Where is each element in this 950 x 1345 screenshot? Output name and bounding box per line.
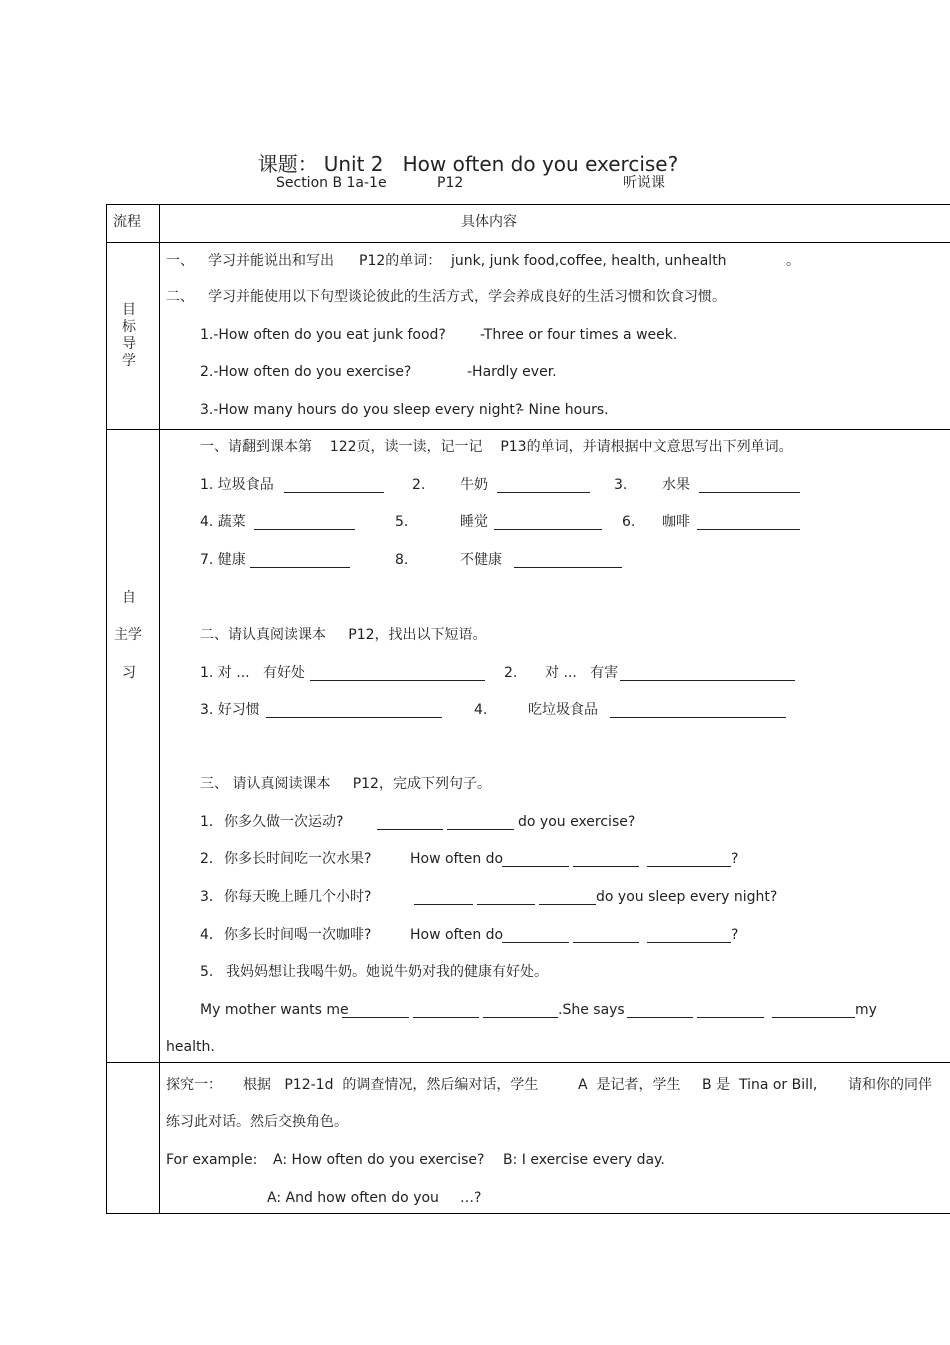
sentence-4-chinese: 你多长时间喝一次咖啡? <box>224 927 372 943</box>
self-study-label: 主学 <box>114 627 142 643</box>
phrase-item-4-number: 4. <box>474 702 488 718</box>
table-header-process: 流程 <box>113 214 141 230</box>
vocab-item-5-number: 5. <box>395 514 409 530</box>
page-title <box>245 128 678 176</box>
sentence-2-blank[interactable] <box>573 852 639 867</box>
table-border-top <box>106 204 950 205</box>
vocab-item-4: 4. 蔬菜 <box>200 514 246 530</box>
goal-sentence-2-answer: -Hardly ever. <box>467 364 557 380</box>
goals-label-char: 标 <box>122 319 136 335</box>
sentence-3-english: do you sleep every night? <box>596 889 778 905</box>
sentence-5-english-end: my <box>855 1002 877 1018</box>
sentence-5-blank[interactable] <box>413 1003 479 1018</box>
part3-instructions: 三、 请认真阅读课本 P12，完成下列句子。 <box>200 776 491 792</box>
vocab-item-2-number: 2. <box>412 477 426 493</box>
table-divider <box>106 429 950 430</box>
goal-2-number: 二、 <box>166 289 194 305</box>
goals-label-char: 导 <box>122 336 136 352</box>
example-question: A: How often do you exercise? <box>273 1152 485 1168</box>
goal-sentence-1-question: 1.-How often do you eat junk food? <box>200 327 446 343</box>
subtitle-section: Section B 1a-1e <box>276 175 387 191</box>
vocab-item-6-number: 6. <box>622 514 636 530</box>
table-divider <box>106 242 950 243</box>
title-text: Unit 2 How often do you exercise? <box>323 152 679 176</box>
self-study-label: 习 <box>122 665 136 681</box>
sentence-2-blank[interactable] <box>502 852 569 867</box>
vocab-item-3: 水果 <box>662 477 690 493</box>
sentence-1-blank[interactable] <box>377 815 443 830</box>
vocab-item-2: 牛奶 <box>460 477 488 493</box>
explore-text: B 是 Tina or Bill, <box>702 1077 818 1093</box>
sentence-5-number: 5. <box>200 964 214 980</box>
sentence-2-english: How often do <box>410 851 504 867</box>
part1-instructions: 一、请翻到课本第 122页，读一读，记一记 P13的单词，并请根据中文意思写出下列单词。 <box>200 439 793 455</box>
vocab-blank-3[interactable] <box>699 478 800 493</box>
sentence-3-chinese: 你每天晚上睡几个小时? <box>224 889 372 905</box>
explore-text: 根据 P12-1d 的调查情况，然后编对话，学生 <box>243 1077 539 1093</box>
vocab-blank-6[interactable] <box>697 515 800 530</box>
sentence-4-blank[interactable] <box>647 928 731 943</box>
vocab-blank-4[interactable] <box>254 515 355 530</box>
vocab-blank-1[interactable] <box>284 478 384 493</box>
phrase-item-3: 3. 好习惯 <box>200 702 260 718</box>
goals-label-char: 学 <box>122 353 136 369</box>
sentence-2-blank[interactable] <box>647 852 731 867</box>
goal-2-text: 学习并能使用以下句型谈论彼此的生活方式，学会养成良好的生活习惯和饮食习惯。 <box>208 289 726 305</box>
example-label: For example: <box>166 1152 258 1168</box>
vocab-item-8-number: 8. <box>395 552 409 568</box>
title-label: 课题： <box>257 152 318 176</box>
sentence-5-english-wrap: health. <box>166 1039 215 1055</box>
explore-text-wrap: 练习此对话。然后交换角色。 <box>166 1114 348 1130</box>
sentence-5-blank[interactable] <box>342 1003 409 1018</box>
sentence-2-number: 2． <box>200 851 223 867</box>
sentence-2-chinese: 你多长时间吃一次水果? <box>224 851 372 867</box>
vocab-blank-2[interactable] <box>497 478 590 493</box>
sentence-1-chinese: 你多久做一次运动? <box>224 814 344 830</box>
sentence-3-blank[interactable] <box>477 890 535 905</box>
vocab-blank-7[interactable] <box>250 553 350 568</box>
sentence-3-blank[interactable] <box>414 890 473 905</box>
goal-1-page: P12的单词： <box>359 253 442 269</box>
phrase-item-2: 对 ... 有害 <box>545 665 619 681</box>
table-border-bottom <box>106 1213 950 1214</box>
sentence-3-number: 3． <box>200 889 223 905</box>
subtitle-type: 听说课 <box>623 175 665 191</box>
goal-sentence-1-answer: -Three or four times a week. <box>480 327 678 343</box>
goal-1-end: 。 <box>786 253 800 269</box>
phrase-blank-3[interactable] <box>266 703 442 718</box>
sentence-5-blank[interactable] <box>627 1003 693 1018</box>
sentence-5-english-start: My mother wants me <box>200 1002 349 1018</box>
sentence-5-blank[interactable] <box>697 1003 764 1018</box>
vocab-blank-5[interactable] <box>494 515 602 530</box>
table-header-content: 具体内容 <box>461 214 517 230</box>
phrase-blank-2[interactable] <box>620 666 795 681</box>
vocab-item-8: 不健康 <box>460 552 502 568</box>
subtitle-page: P12 <box>437 175 464 191</box>
vocab-item-1: 1. 垃圾食品 <box>200 477 274 493</box>
table-border-left <box>106 204 107 1214</box>
sentence-4-blank[interactable] <box>502 928 569 943</box>
sentence-4-number: 4． <box>200 927 223 943</box>
goal-1-number: 一、 <box>166 253 194 269</box>
vocab-item-5: 睡觉 <box>460 514 488 530</box>
phrase-blank-1[interactable] <box>310 666 485 681</box>
explore-text: A 是记者，学生 <box>578 1077 681 1093</box>
phrase-blank-4[interactable] <box>610 703 786 718</box>
explore-text: 请和你的同伴 <box>848 1077 932 1093</box>
goal-1-words: junk, junk food,coffee, health, unhealth <box>451 253 727 269</box>
goal-sentence-3-answer: - Nine hours. <box>519 402 609 418</box>
sentence-5-blank[interactable] <box>483 1003 558 1018</box>
table-column-divider <box>159 204 160 1214</box>
table-divider <box>106 1062 950 1063</box>
vocab-item-3-number: 3. <box>614 477 628 493</box>
sentence-5-english-mid: .She says <box>558 1002 625 1018</box>
phrase-item-2-number: 2. <box>504 665 518 681</box>
goal-1-text: 学习并能说出和写出 <box>208 253 334 269</box>
vocab-item-7: 7. 健康 <box>200 552 246 568</box>
sentence-4-end: ? <box>731 927 739 943</box>
phrase-item-1: 1. 对 ... 有好处 <box>200 665 305 681</box>
sentence-3-blank[interactable] <box>539 890 596 905</box>
sentence-5-blank[interactable] <box>772 1003 855 1018</box>
sentence-4-english: How often do <box>410 927 504 943</box>
goals-label-char: 目 <box>122 302 136 318</box>
goal-sentence-2-question: 2.-How often do you exercise? <box>200 364 412 380</box>
sentence-4-blank[interactable] <box>573 928 639 943</box>
part2-instructions: 二、请认真阅读课本 P12，找出以下短语。 <box>200 627 487 643</box>
example-answer: B: I exercise every day. <box>503 1152 665 1168</box>
self-study-label: 自 <box>122 590 136 606</box>
sentence-5-chinese: 我妈妈想让我喝牛奶。她说牛奶对我的健康有好处。 <box>226 964 548 980</box>
example-followup: A: And how often do you <box>267 1190 439 1206</box>
vocab-item-6: 咖啡 <box>662 514 690 530</box>
goal-sentence-3-question: 3.-How many hours do you sleep every night? <box>200 402 523 418</box>
explore-label: 探究一： <box>166 1077 222 1093</box>
phrase-item-4: 吃垃圾食品 <box>528 702 598 718</box>
sentence-1-english: do you exercise? <box>518 814 636 830</box>
sentence-2-end: ? <box>731 851 739 867</box>
vocab-blank-8[interactable] <box>514 553 622 568</box>
sentence-1-blank[interactable] <box>447 815 514 830</box>
example-followup-end: …? <box>460 1190 482 1206</box>
sentence-1-number: 1． <box>200 814 223 830</box>
